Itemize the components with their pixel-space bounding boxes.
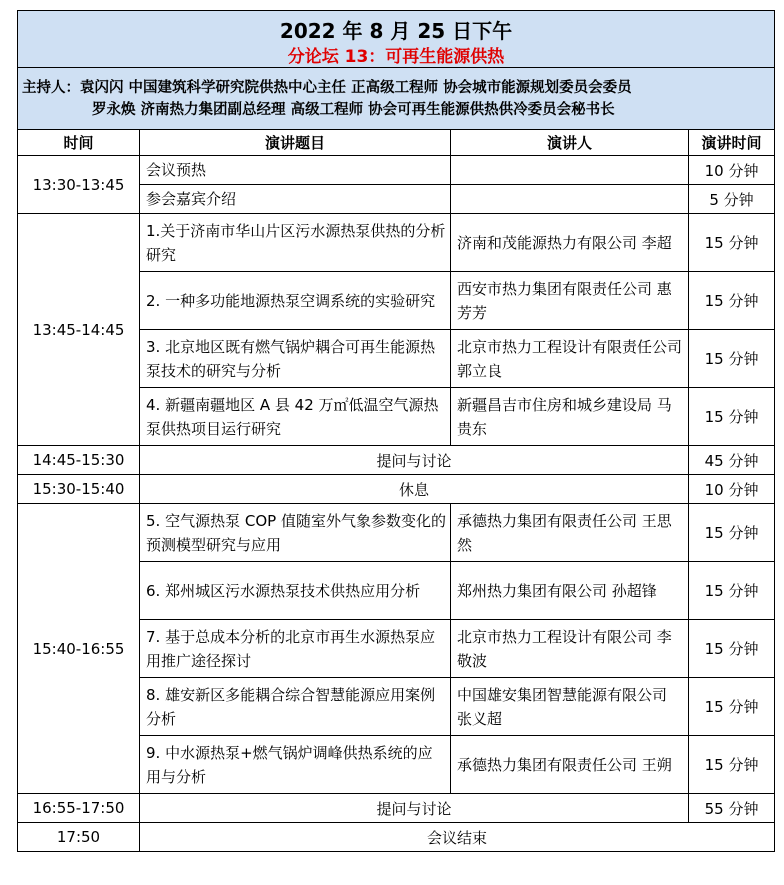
talk-speaker: 新疆昌吉市住房和城乡建设局 马贵东	[451, 388, 689, 446]
table-row	[18, 446, 775, 475]
table-row	[18, 156, 775, 185]
talk-topic: 7. 基于总成本分析的北京市再生水源热泵应用推广途径探讨	[140, 620, 451, 678]
talk-topic: 会议预热	[140, 156, 451, 185]
talk-topic: 3. 北京地区既有燃气锅炉耦合可再生能源热泵技术的研究与分析	[140, 330, 451, 388]
break-cell: 休息	[140, 475, 689, 504]
discussion-cell: 提问与讨论	[140, 446, 689, 475]
talk-duration: 5 分钟	[689, 185, 775, 214]
session-time: 13:30-13:45	[18, 156, 140, 214]
talk-duration: 15 分钟	[689, 388, 775, 446]
talk-duration: 55 分钟	[689, 794, 775, 823]
talk-speaker: 西安市热力集团有限责任公司 惠芳芳	[451, 272, 689, 330]
agenda-document	[17, 10, 774, 852]
col-header-topic: 演讲题目	[140, 130, 451, 156]
talk-duration: 15 分钟	[689, 272, 775, 330]
talk-speaker: 承德热力集团有限责任公司 王思然	[451, 504, 689, 562]
talk-duration: 15 分钟	[689, 504, 775, 562]
table-row	[18, 823, 775, 852]
talk-topic: 5. 空气源热泵 COP 值随室外气象参数变化的预测模型研究与应用	[140, 504, 451, 562]
talk-speaker: 北京市热力工程设计有限公司 李敬波	[451, 620, 689, 678]
table-row	[18, 214, 775, 272]
talk-topic: 2. 一种多功能地源热泵空调系统的实验研究	[140, 272, 451, 330]
talk-duration: 15 分钟	[689, 562, 775, 620]
closing-cell: 会议结束	[140, 823, 775, 852]
talk-duration: 15 分钟	[689, 736, 775, 794]
agenda-header	[18, 11, 775, 68]
talk-speaker	[451, 185, 689, 214]
host-line-2: 罗永焕 济南热力集团副总经理 高级工程师 协会可再生能源供热供冷委员会秘书长	[92, 101, 615, 118]
talk-speaker: 北京市热力工程设计有限责任公司 郭立良	[451, 330, 689, 388]
talk-topic: 6. 郑州城区污水源热泵技术供热应用分析	[140, 562, 451, 620]
talk-duration: 45 分钟	[689, 446, 775, 475]
talk-duration: 15 分钟	[689, 620, 775, 678]
host-line-1: 主持人：袁闪闪 中国建筑科学研究院供热中心主任 正高级工程师 协会城市能源规划委员会委员	[22, 79, 632, 96]
talk-duration: 10 分钟	[689, 156, 775, 185]
talk-duration: 15 分钟	[689, 214, 775, 272]
table-row	[18, 475, 775, 504]
session-time: 17:50	[18, 823, 140, 852]
session-time: 13:45-14:45	[18, 214, 140, 446]
forum-subtitle: 分论坛 13：可再生能源供热	[287, 47, 505, 67]
talk-speaker: 济南和茂能源热力有限公司 李超	[451, 214, 689, 272]
col-header-duration: 演讲时间	[689, 130, 775, 156]
page-title: 2022 年 8 月 25 日下午	[279, 19, 513, 43]
session-time: 16:55-17:50	[18, 794, 140, 823]
agenda-table	[17, 10, 775, 852]
talk-speaker	[451, 156, 689, 185]
session-time: 15:40-16:55	[18, 504, 140, 794]
talk-topic: 4. 新疆南疆地区 A 县 42 万㎡低温空气源热泵供热项目运行研究	[140, 388, 451, 446]
talk-speaker: 承德热力集团有限责任公司 王朔	[451, 736, 689, 794]
talk-topic: 8. 雄安新区多能耦合综合智慧能源应用案例分析	[140, 678, 451, 736]
session-time: 14:45-15:30	[18, 446, 140, 475]
talk-speaker: 郑州热力集团有限公司 孙超锋	[451, 562, 689, 620]
talk-speaker: 中国雄安集团智慧能源有限公司 张义超	[451, 678, 689, 736]
col-header-time: 时间	[18, 130, 140, 156]
talk-duration: 15 分钟	[689, 330, 775, 388]
table-row	[18, 794, 775, 823]
table-row	[18, 504, 775, 562]
discussion-cell: 提问与讨论	[140, 794, 689, 823]
talk-topic: 9. 中水源热泵+燃气锅炉调峰供热系统的应用与分析	[140, 736, 451, 794]
col-header-speaker: 演讲人	[451, 130, 689, 156]
session-time: 15:30-15:40	[18, 475, 140, 504]
talk-duration: 15 分钟	[689, 678, 775, 736]
talk-topic: 1.关于济南市华山片区污水源热泵供热的分析研究	[140, 214, 451, 272]
talk-duration: 10 分钟	[689, 475, 775, 504]
hosts-block	[18, 68, 775, 130]
talk-topic: 参会嘉宾介绍	[140, 185, 451, 214]
